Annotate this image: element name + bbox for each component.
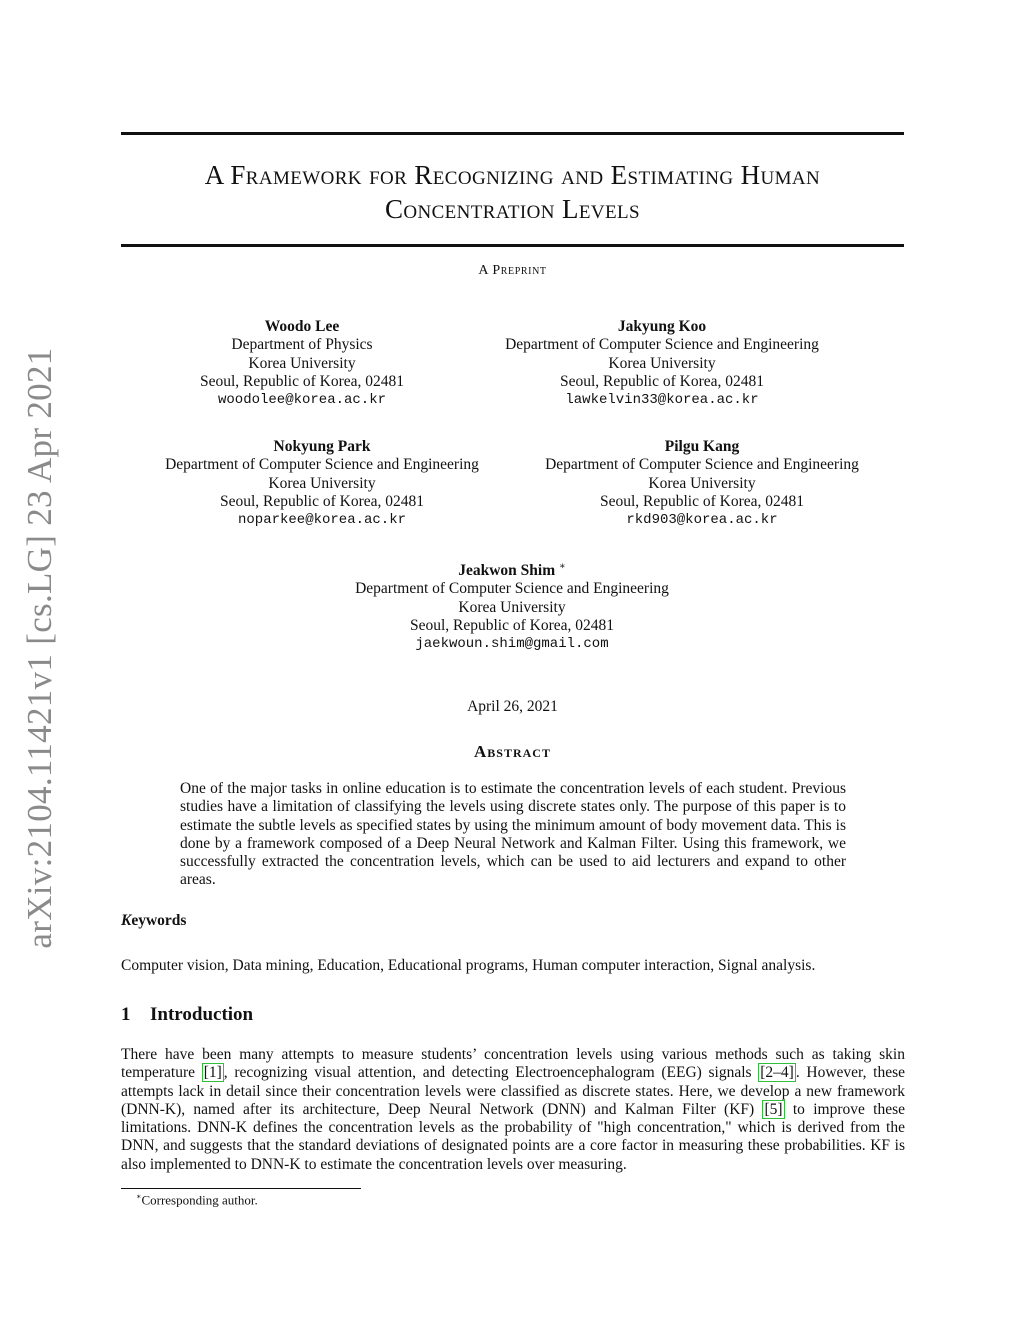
author-university: Korea University <box>268 474 376 492</box>
title-top-rule <box>121 132 904 135</box>
preprint-label: A Preprint <box>478 263 547 278</box>
author-department: Department of Computer Science and Engineering <box>355 580 669 598</box>
footnote-rule <box>121 1188 361 1189</box>
footnote-text: Corresponding author. <box>141 1192 258 1208</box>
author-address: Seoul, Republic of Korea, 02481 <box>219 492 425 510</box>
title-line-1: A Framework for Recognizing and Estimating Human <box>204 160 821 190</box>
keywords-heading-rest: eywords <box>131 912 187 929</box>
author-university: Korea University <box>458 598 566 616</box>
keywords-list: Computer vision, Data mining, Education, Educational programs, Human computer interaction, Signal analysis. <box>121 957 816 974</box>
section-number: 1 <box>121 1004 131 1025</box>
author-department: Department of Computer Science and Engineering <box>165 456 479 474</box>
introduction-paragraph <box>121 1046 905 1174</box>
paper-title <box>121 158 904 226</box>
citation-link[interactable]: [1] <box>203 1064 222 1082</box>
author-email[interactable]: noparkee@korea.ac.kr <box>237 512 407 529</box>
author-block-corresponding <box>332 558 692 654</box>
publication-date: April 26, 2021 <box>467 698 558 715</box>
author-address: Seoul, Republic of Korea, 02481 <box>599 492 805 510</box>
author-university: Korea University <box>248 354 356 372</box>
author-name: Nokyung Park <box>273 438 371 455</box>
author-name: Jakyung Koo <box>617 318 707 335</box>
keywords-heading <box>121 912 186 930</box>
citation-link[interactable]: [2–4] <box>760 1064 794 1082</box>
author-department: Department of Computer Science and Engineering <box>545 456 859 474</box>
title-line-2: Concentration Levels <box>384 194 641 224</box>
author-email[interactable]: woodolee@korea.ac.kr <box>217 392 387 409</box>
author-email[interactable]: lawkelvin33@korea.ac.kr <box>565 392 759 409</box>
author-university: Korea University <box>648 474 756 492</box>
author-address: Seoul, Republic of Korea, 02481 <box>199 372 405 390</box>
keywords-heading-initial: K <box>121 912 132 929</box>
footnote-marker: ∗ <box>136 1192 142 1201</box>
author-department: Department of Physics <box>231 336 373 354</box>
author-email[interactable]: jaekwoun.shim@gmail.com <box>415 636 609 653</box>
author-name <box>332 558 692 580</box>
author-address: Seoul, Republic of Korea, 02481 <box>559 372 765 390</box>
abstract-text: One of the major tasks in online education is to estimate the concentration levels of each student. Previous studies have a limitation of classifying the levels using discrete states only. The purpose of this paper is to estimate the subtle levels as specified states by using the minimum amount of body movement data. This is done by a framework composed of a Deep Neural Network and Kalman Filter. Using this framework, we successfully extracted the concentration levels, which can be used to aid lecturers and expand to other areas. <box>180 780 846 889</box>
author-name: Woodo Lee <box>264 318 340 335</box>
author-department: Department of Computer Science and Engineering <box>505 336 819 354</box>
author-name: Pilgu Kang <box>664 438 740 455</box>
footnote-mark[interactable]: ∗ <box>558 561 566 572</box>
section-heading <box>121 1004 253 1026</box>
citation-link[interactable]: [5] <box>764 1100 783 1118</box>
author-block <box>482 318 842 409</box>
intro-text-3: . However, these attempts lack in detail since their concentration levels were classified as discrete states. Here, we develop a new framework (DNN-K), named after its architecture, Deep Neural Network (DNN) and Kalman Filter (KF) <box>121 1064 906 1118</box>
footnote <box>136 1192 258 1208</box>
arxiv-identifier-stamp: arXiv:2104.11421v1 [cs.LG] 23 Apr 2021 <box>20 347 59 949</box>
author-name-text: Jeakwon Shim <box>458 562 556 580</box>
title-bottom-rule <box>121 244 904 247</box>
author-block <box>142 438 502 529</box>
intro-text-4: to improve these limitations. DNN-K defines the concentration levels as the probability of "high concentration," which is derived from the DNN, and suggests that the standard deviations of designated points are a core factor in measuring these probabilities. KF is also implemented to DNN-K to estimate the concentration levels over measuring. <box>121 1100 905 1173</box>
abstract-heading: Abstract <box>474 742 551 761</box>
intro-text-1: There have been many attempts to measure students’ concentration levels using various methods such as taking skin temperature <box>121 1046 905 1082</box>
intro-text-2: , recognizing visual attention, and detecting Electroencephalogram (EEG) signals <box>223 1064 759 1082</box>
section-title: Introduction <box>150 1004 254 1025</box>
author-block <box>162 318 442 409</box>
author-email[interactable]: rkd903@korea.ac.kr <box>626 512 778 529</box>
author-university: Korea University <box>608 354 716 372</box>
author-block <box>522 438 882 529</box>
author-address: Seoul, Republic of Korea, 02481 <box>409 617 615 635</box>
